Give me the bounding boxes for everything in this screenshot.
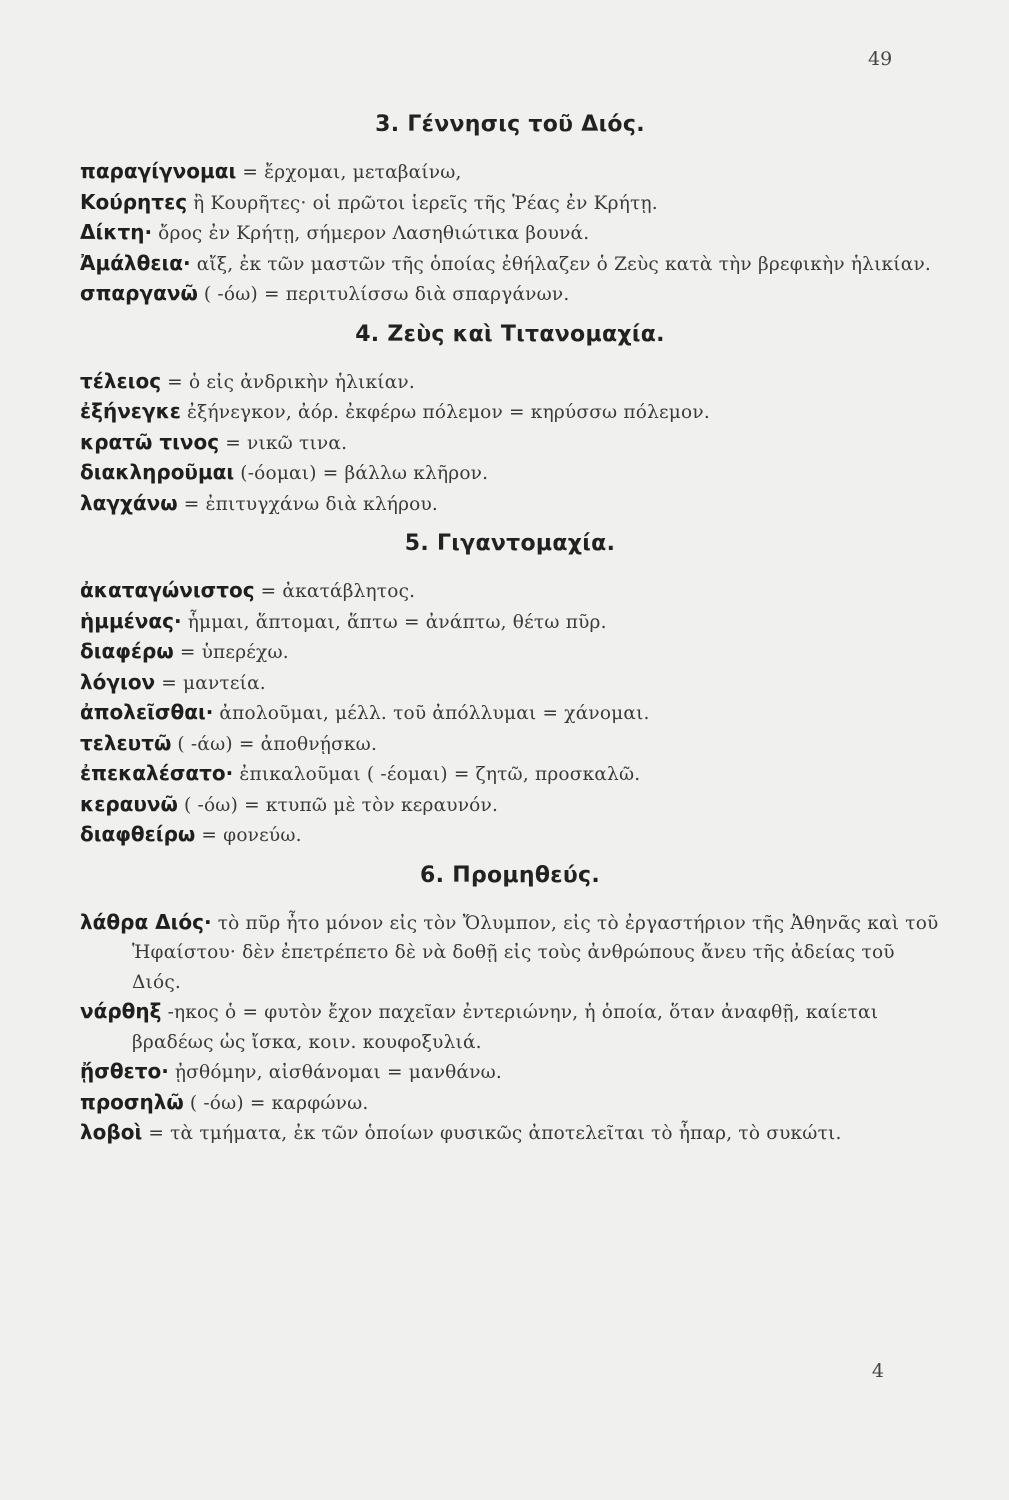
entry-term: ἀπολεῖσθαι· bbox=[80, 700, 214, 724]
entry-definition: = ὑπερέχω. bbox=[173, 642, 289, 663]
entry-definition: = φονεύω. bbox=[195, 825, 302, 846]
glossary-entry bbox=[80, 458, 940, 489]
entry-term: ᾔσθετο· bbox=[80, 1059, 169, 1083]
entry-definition: ἐπικαλοῦμαι ( -έομαι) = ζητῶ, προσκαλῶ. bbox=[233, 764, 641, 785]
entry-term: διακληροῦμαι bbox=[80, 460, 235, 484]
entry-term: Κούρητες bbox=[80, 189, 188, 214]
entry-term: νάρθηξ bbox=[80, 999, 162, 1023]
glossary-entry bbox=[80, 1057, 940, 1088]
glossary-entry bbox=[80, 279, 940, 310]
entry-definition: τὸ πῦρ ἦτο μόνον εἰς τὸν Ὄλυμπον, εἰς τὸ ἐργαστήριον τῆς Ἀθηνᾶς καὶ τοῦ Ἡφαίστου· δὲν ἐπετρέπετο δὲ νὰ δοθῇ εἰς τοὺς ἀνθρώπους ἄνευ τῆς ἀδείας τοῦ Διός. bbox=[132, 912, 939, 993]
glossary-entry bbox=[80, 188, 940, 219]
glossary-entry bbox=[80, 698, 940, 729]
glossary-entry bbox=[80, 759, 940, 790]
entry-definition: = ὁ εἰς ἀνδρικὴν ἡλικίαν. bbox=[161, 371, 415, 393]
section-heading: 3. Γέννησις τοῦ Διός. bbox=[375, 112, 645, 137]
glossary-entry bbox=[80, 668, 940, 699]
glossary-entry bbox=[80, 428, 940, 459]
entry-definition: ἢ Κουρῆτες· οἱ πρῶτοι ἱερεῖς τῆς Ῥέας ἐν Κρήτῃ. bbox=[187, 192, 658, 214]
glossary-entry bbox=[80, 157, 940, 188]
glossary-entry bbox=[80, 1118, 940, 1149]
entry-definition: = ἀκατάβλητος. bbox=[254, 581, 416, 602]
entry-definition: (-όομαι) = βάλλω κλῆρον. bbox=[234, 463, 489, 484]
section-heading: 4. Ζεὺς καὶ Τιτανομαχία. bbox=[355, 321, 665, 347]
entry-definition: ( -όω) = περιτυλίσσω διὰ σπαργάνων. bbox=[197, 284, 570, 305]
page-number: 49 bbox=[868, 48, 893, 70]
glossary-entry bbox=[80, 637, 940, 668]
entry-term: λάθρα Διός· bbox=[80, 909, 212, 934]
glossary-entry bbox=[80, 576, 940, 607]
entry-term: διαφέρω bbox=[80, 639, 174, 663]
entry-term: ἡμμένας· bbox=[80, 608, 182, 633]
entry-definition: = τὰ τμήματα, ἐκ τῶν ὁποίων φυσικῶς ἀποτελεῖται τὸ ἧπαρ, τὸ συκώτι. bbox=[142, 1123, 842, 1144]
entry-term: ἐξήνεγκε bbox=[80, 399, 181, 423]
entry-term: ἐπεκαλέσατο· bbox=[80, 761, 234, 785]
section-heading: 6. Προμηθεύς. bbox=[420, 862, 600, 888]
section-genesis bbox=[80, 112, 940, 310]
glossary-entry bbox=[80, 729, 940, 760]
entry-term: Δίκτη· bbox=[80, 220, 153, 244]
entry-term: ἀκαταγώνιστος bbox=[80, 578, 255, 602]
entry-definition: ( -άω) = ἀποθνῄσκω. bbox=[171, 733, 378, 755]
entry-term: λοβοὶ bbox=[80, 1120, 143, 1144]
entry-term: παραγίγνομαι bbox=[80, 159, 237, 183]
entry-definition: ἐξήνεγκον, ἀόρ. ἐκφέρω πόλεμον = κηρύσσω πόλεμον. bbox=[180, 402, 710, 423]
entry-definition: = ἔρχομαι, μεταβαίνω, bbox=[236, 162, 462, 183]
glossary-entry bbox=[80, 997, 940, 1057]
glossary-entry bbox=[80, 908, 940, 998]
entry-definition: -ηκος ὁ = φυτὸν ἔχον παχεῖαν ἐντεριώνην, ἡ ὁποία, ὅταν ἀναφθῇ, καίεται βραδέως ὡς ἴσκα, κοιν. κουφοξυλιά. bbox=[132, 1002, 879, 1053]
entry-definition: ὄρος ἐν Κρήτῃ, σήμερον Λασηθιώτικα βουνά. bbox=[152, 223, 590, 244]
glossary-entry bbox=[80, 249, 940, 280]
entry-definition: = ἐπιτυγχάνω διὰ κλήρου. bbox=[177, 493, 439, 515]
entry-term: τελευτῶ bbox=[80, 730, 172, 755]
glossary-entry bbox=[80, 1088, 940, 1119]
glossary-entry bbox=[80, 790, 940, 821]
entry-term: διαφθείρω bbox=[80, 822, 196, 846]
section-titanomachy bbox=[80, 322, 940, 520]
entry-definition: ἧμμαι, ἅπτομαι, ἅπτω = ἀνάπτω, θέτω πῦρ. bbox=[181, 611, 607, 633]
entry-definition: ( -όω) = καρφώνω. bbox=[183, 1092, 369, 1114]
glossary-entry bbox=[80, 489, 940, 520]
entry-definition: αἴξ, ἐκ τῶν μαστῶν τῆς ὁποίας ἐθήλαζεν ὁ Ζεὺς κατὰ τὴν βρεφικὴν ἡλικίαν. bbox=[190, 253, 931, 275]
section-prometheus bbox=[80, 863, 940, 1149]
entry-definition: ᾐσθόμην, αἰσθάνομαι = μανθάνω. bbox=[168, 1062, 503, 1083]
section-heading: 5. Γιγαντομαχία. bbox=[404, 531, 616, 556]
entry-term: λαγχάνω bbox=[80, 490, 178, 515]
entry-term: κεραυνῶ bbox=[80, 791, 178, 816]
glossary-entry bbox=[80, 820, 940, 851]
entry-term: κρατῶ τινος bbox=[80, 429, 220, 454]
glossary-entry bbox=[80, 397, 940, 428]
signature-mark: 4 bbox=[871, 1360, 884, 1382]
entry-definition: ἀπολοῦμαι, μέλλ. τοῦ ἀπόλλυμαι = χάνομαι. bbox=[213, 703, 650, 724]
section-gigantomachy bbox=[80, 531, 940, 851]
entry-definition: = μαντεία. bbox=[155, 672, 266, 694]
entry-definition: = νικῶ τινα. bbox=[219, 432, 348, 454]
glossary-entry bbox=[80, 218, 940, 249]
entry-term: λόγιον bbox=[80, 669, 156, 694]
entry-term: σπαργανῶ bbox=[80, 281, 198, 305]
entry-term: προσηλῶ bbox=[80, 1089, 184, 1114]
entry-term: τέλειος bbox=[80, 368, 162, 393]
entry-definition: ( -όω) = κτυπῶ μὲ τὸν κεραυνόν. bbox=[177, 794, 499, 816]
glossary-content bbox=[80, 112, 940, 1155]
entry-term: Ἀμάλθεια· bbox=[80, 250, 191, 275]
glossary-entry bbox=[80, 607, 940, 638]
glossary-entry bbox=[80, 367, 940, 398]
